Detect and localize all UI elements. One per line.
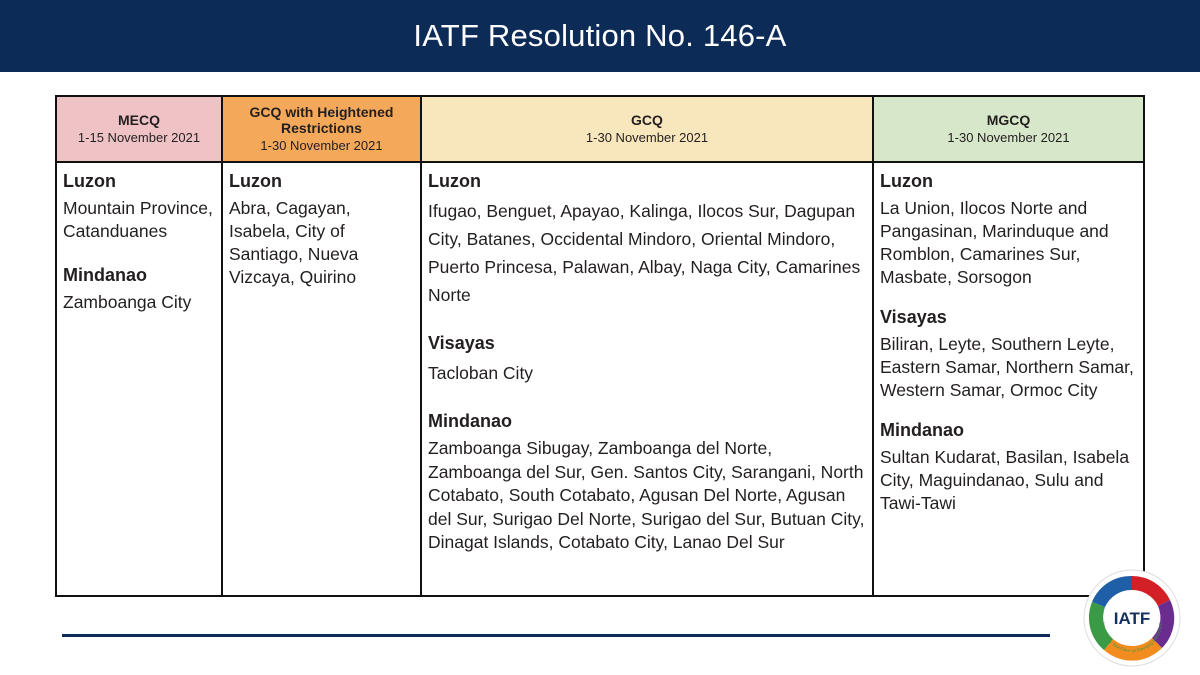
- title-banner: [0, 0, 1200, 72]
- column-body: [422, 163, 872, 555]
- quarantine-classification-table: [55, 95, 1145, 597]
- area-list: Abra, Cagayan, Isabela, City of Santiago, Nueva Vizcaya, Quirino: [229, 198, 359, 287]
- column-mgcq: [872, 97, 1143, 595]
- area-list: La Union, Ilocos Norte and Pangasinan, Marinduque and Romblon, Camarines Sur, Masbate, Sorsogon: [880, 198, 1109, 287]
- region-group-mindanao: [880, 420, 1137, 515]
- column-body: [874, 163, 1143, 515]
- region-heading: Luzon: [229, 171, 282, 191]
- footer-rule: [62, 634, 1050, 637]
- area-list: Mountain Province, Catanduanes: [63, 198, 213, 241]
- region-heading: Luzon: [63, 171, 116, 191]
- column-title: GCQ with Heightened Restrictions: [249, 104, 394, 136]
- region-heading: Mindanao: [880, 420, 964, 440]
- region-group-visayas: [880, 307, 1137, 402]
- column-header-gcq: [422, 97, 872, 163]
- column-title: GCQ: [631, 112, 663, 128]
- column-dates: 1-30 November 2021: [947, 130, 1070, 145]
- logo-tagline: Inter-Agency Task Force on Emerging Infectious D: [1100, 621, 1164, 654]
- region-group-luzon: [63, 171, 215, 243]
- region-group-mindanao: [63, 265, 215, 314]
- region-heading: Luzon: [428, 171, 481, 191]
- column-gcq-heightened: [221, 97, 420, 595]
- region-heading: Visayas: [428, 333, 495, 353]
- column-header-mecq: [57, 97, 221, 163]
- column-header-gcq-heightened: [223, 97, 420, 163]
- area-list: Tacloban City: [428, 363, 534, 383]
- area-list: Ifugao, Benguet, Apayao, Kalinga, Ilocos Sur, Dagupan City, Batanes, Occidental Mindoro, Oriental Mindoro, Puerto Princesa, Palawan, Albay, Naga City, Camarines Norte: [428, 201, 861, 305]
- column-body: [57, 163, 221, 314]
- area-list: Biliran, Leyte, Southern Leyte, Eastern Samar, Northern Samar, Western Samar, Ormoc City: [880, 334, 1134, 400]
- area-list: Zamboanga City: [63, 292, 192, 312]
- column-dates: 1-30 November 2021: [585, 130, 709, 145]
- column-gcq: [420, 97, 872, 595]
- region-group-mindanao: [428, 411, 866, 555]
- page-title: IATF Resolution No. 146-A: [413, 18, 787, 53]
- column-title: MGCQ: [986, 112, 1031, 128]
- region-group-luzon: [880, 171, 1137, 289]
- column-mecq: [57, 97, 221, 595]
- column-body: [223, 163, 420, 289]
- logo-text: IATF: [1113, 609, 1151, 628]
- area-list: Zamboanga Sibugay, Zamboanga del Norte, Zamboanga del Sur, Gen. Santos City, Sarangani, North Cotabato, South Cotabato, Agusan Del Norte, Agusan del Sur, Surigao Del Norte, Surigao del Sur, Butuan City, Dinagat Islands, Cotabato City, Lanao Del Sur: [428, 438, 865, 552]
- column-dates: 1-15 November 2021: [77, 130, 201, 145]
- region-heading: Visayas: [880, 307, 947, 327]
- area-list: Sultan Kudarat, Basilan, Isabela City, Maguindanao, Sulu and Tawi-Tawi: [880, 447, 1130, 513]
- region-heading: Luzon: [880, 171, 933, 191]
- column-header-mgcq: [874, 97, 1143, 163]
- region-group-luzon: [229, 171, 414, 289]
- column-title: MECQ: [118, 112, 160, 128]
- region-group-visayas: [428, 333, 866, 387]
- column-dates: 1-30 November 2021: [260, 138, 383, 153]
- region-heading: Mindanao: [428, 411, 512, 431]
- region-group-luzon: [428, 171, 866, 309]
- iatf-logo: [1080, 566, 1184, 670]
- region-heading: Mindanao: [63, 265, 147, 285]
